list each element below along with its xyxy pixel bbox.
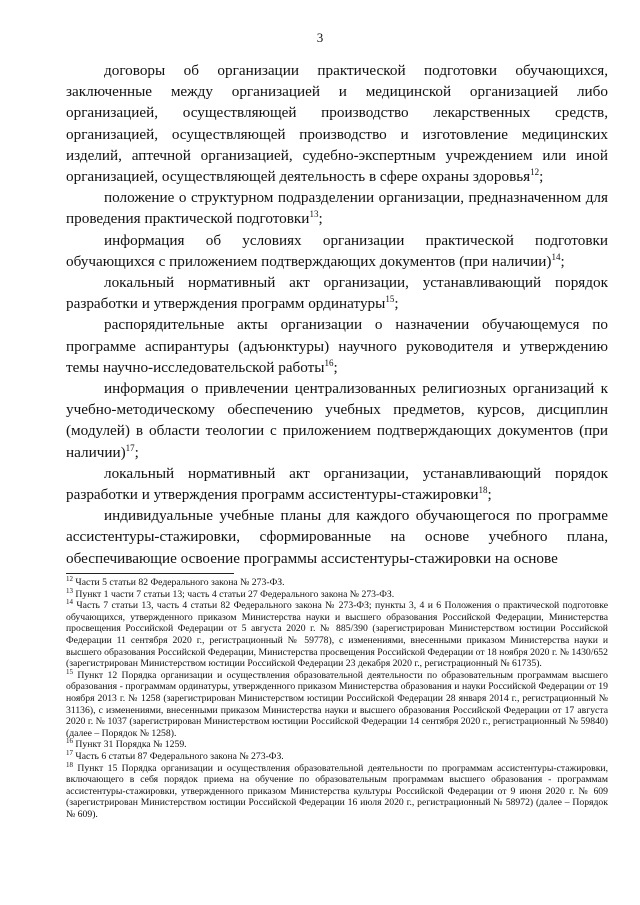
footnote-divider (66, 573, 234, 574)
footnote-17: $^{17}$ Часть 6 статьи 87 Федерального закона № 273-ФЗ. (66, 748, 284, 762)
footnote-ref: 14 (551, 251, 561, 262)
footnote-ref: 17 (125, 442, 135, 453)
paragraph-7: локальный нормативный акт организации, устанавливающий порядок разработки и утверждения программ ассистентуры-стажировки$^{18}$; (66, 464, 608, 504)
paragraph-5: распорядительные акты организации о назначении обучающемуся по программе аспирантуры (адъюнктуры) научного руководителя и утверждению темы научно-исследовательской работы$^{16}$; (66, 316, 608, 376)
footnote-13: $^{13}$ Пункт 1 части 7 статьи 13; часть 4 статьи 27 Федерального закона № 273-ФЗ. (66, 586, 395, 600)
footnote-ref: 18 (478, 485, 488, 495)
paragraph-2: положение о структурном подразделении организации, предназначенном для проведения практической подготовки$^{13}$; (66, 189, 608, 228)
paragraph-1: договоры об организации практической подготовки обучающихся, заключенные между организацией и медицинской организацией либо организацией, осуществляющей производство лекарственных средств, организацией, осуществляющей производство и изготовление медицинских изделий, аптечной организацией, судебно-экспертным учреждением или иной организацией, осуществляющей деятельность в сфере охраны здоровья$^{12}$; (66, 62, 608, 186)
paragraph-6: информация о привлечении централизованных религиозных организаций к учебно-методическому обеспечению учебных предметов, курсов, дисциплин (модулей) в области теологии с приложением подтверждающих документов (при наличии)$^{17}$; (66, 380, 608, 461)
paragraph-8: индивидуальные учебные планы для каждого обучающегося по программе ассистентуры-стажировки, сформированные на основе учебного плана, обеспечивающие освоение программы ассистентуры-стажировки на основе (66, 507, 608, 567)
footnote-18: $^{18}$ Пункт 15 Порядка организации и осуществления образовательной деятельности по программам ассистентуры-стажировки, включающего в себя порядок приема на обучение по образовательным программам высшего образования - программам ассистентуры-стажировки, утвержденного приказом Министерства культуры Российской Федерации от 9 июня 2020 г. № 609 (зарегистрирован Министерством юстиции Российской Федерации 16 июля 2020 г., регистрационный № 58972) (далее – Порядок № 609). (66, 760, 609, 820)
page-number: 3 (316, 30, 324, 45)
footnote-12: $^{12}$ Части 5 статьи 82 Федерального закона № 273-ФЗ. (66, 574, 285, 588)
body-text (66, 60, 608, 569)
footnote-14: $^{14}$ Часть 7 статьи 13, часть 4 статьи 82 Федерального закона № 273-ФЗ; пункты 3, 4 и 6 Положения о практической подготовке обучающихся, утвержденного приказом Министерства науки и высшего образования Российской Федерации, Министерства просвещения Российской Федерации от 5 августа 2020 г. № 885/390 (зарегистрирован Министерством юстиции Российской Федерации 11 сентября 2020 г., регистрационный № 59778), с изменениями, внесенными приказом Министерства науки и высшего образования Российской Федерации, Министерства просвещения Российской Федерации от 18 ноября 2020 г. № 1430/652 (зарегистрирован Министерством юстиции Российской Федерации 23 декабря 2020 г., регистрационный № 61735). (66, 597, 609, 670)
footnote-ref: 15 (385, 294, 395, 305)
footnotes (66, 574, 609, 820)
footnote-ref: 16 (324, 357, 334, 368)
footnote-16: $^{16}$ Пункт 31 Порядка № 1259. (66, 737, 187, 751)
footnote-15: $^{15}$ Пункт 12 Порядка организации и осуществления образовательной деятельности по образовательным программам высшего образования - программам ординатуры, утвержденного приказом Министерства образования и науки Российской Федерации от 19 ноября 2013 г. № 1258 (зарегистрирован Министерством юстиции Российской Федерации 28 января 2014 г., регистрационный № 31136), с изменениями, внесенными приказом Министерства науки и высшего образования Российской Федерации от 17 августа 2020 г. № 1037 (зарегистрирован Министерством юстиции Российской Федерации 14 сентября 2020 г., регистрационный № 59840) (далее – Порядок № 1258). (66, 667, 608, 739)
paragraph-3: информация об условиях организации практической подготовки обучающихся с приложением подтверждающих документов (при наличии)$^{14}$; (66, 231, 608, 270)
paragraph-4: локальный нормативный акт организации, устанавливающий порядок разработки и утверждения программ ординатуры$^{15}$; (66, 274, 608, 313)
footnote-ref: 13 (309, 209, 319, 220)
footnote-ref: 12 (530, 166, 540, 177)
